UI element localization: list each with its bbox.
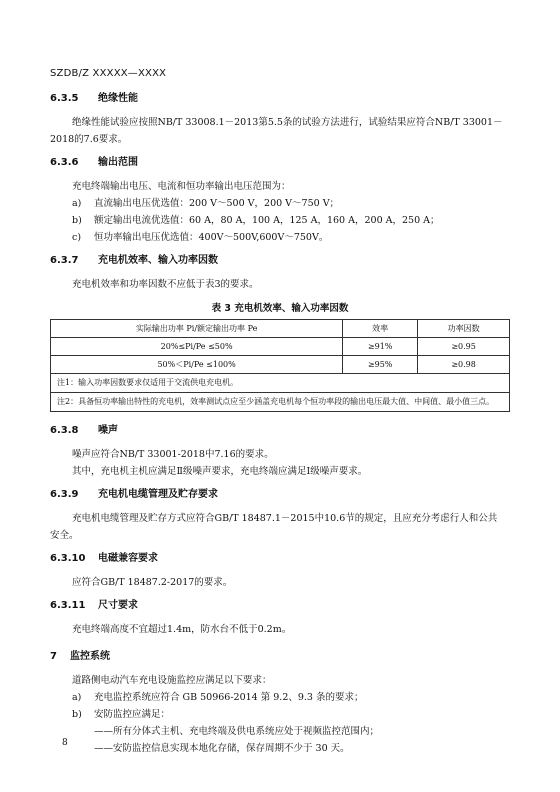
paragraph: 充电终端高度不宜超过1.4m，防水台不低于0.2m。 xyxy=(72,624,292,635)
section-number: 6.3.11 xyxy=(50,600,86,611)
efficiency-table xyxy=(50,319,510,412)
section-number: 6.3.10 xyxy=(50,553,86,564)
table-note: 注2： 具备恒功率输出特性的充电机，效率测试点应至少涵盖充电机每个恒功率段的输出电压最大值、中间值、最小值三点。 xyxy=(57,397,495,406)
section-title: 电磁兼容要求 xyxy=(98,553,158,564)
table-cell: 20%≤Pi/Pe ≤50% xyxy=(51,338,343,356)
dash-item: ——所有分体式主机、充电终端及供电系统应处于视频监控范围内； xyxy=(94,726,380,737)
section-number: 6.3.8 xyxy=(50,425,79,436)
paragraph: 应符合GB/T 18487.2-2017的要求。 xyxy=(72,577,233,588)
section-title: 绝缘性能 xyxy=(98,93,138,104)
column-header: 功率因数 xyxy=(418,320,510,338)
section-number: 6.3.5 xyxy=(50,93,79,104)
document-body xyxy=(50,90,510,757)
paragraph: 其中，充电机主机应满足Ⅱ级噪声要求，充电终端应满足Ⅰ级噪声要求。 xyxy=(72,466,368,477)
table-note-row xyxy=(51,374,510,393)
table-cell: 50%＜Pi/Pe ≤100% xyxy=(51,356,343,374)
section-number: 6.3.6 xyxy=(50,157,79,168)
table-note: 注1： 输入功率因数要求仅适用于交流供电充电机。 xyxy=(57,378,239,387)
section-title: 充电机效率、输入功率因数 xyxy=(98,255,218,266)
table-cell: ≥0.98 xyxy=(418,356,510,374)
paragraph: 安全。 xyxy=(50,530,79,541)
table-row xyxy=(51,356,510,374)
section-heading-6-3-11 xyxy=(50,597,510,615)
paragraph: 2018的7.6要求。 xyxy=(50,134,128,145)
dash-item: ——安防监控信息实现本地化存储，保存周期不少于 30 天。 xyxy=(94,743,350,754)
section-heading-6-3-9 xyxy=(50,486,510,504)
section-heading-6-3-7 xyxy=(50,252,510,270)
section-heading-6-3-10 xyxy=(50,550,510,568)
column-header: 效率 xyxy=(343,320,418,338)
list-item: b) 额定输出电流优选值：60 A，80 A，100 A，125 A，160 A，200 A，250 A； xyxy=(72,215,440,226)
section-title: 充电机电缆管理及贮存要求 xyxy=(98,489,218,500)
list-item: a) 直流输出电压优选值：200 V～500 V，200 V～750 V； xyxy=(72,198,340,209)
page-number: 8 xyxy=(62,738,68,748)
paragraph: 噪声应符合NB/T 33001-2018中7.16的要求。 xyxy=(72,449,274,460)
table-header-row xyxy=(51,320,510,338)
paragraph: 道路侧电动汽车充电设施监控应满足以下要求： xyxy=(72,675,272,686)
paragraph: 充电终端输出电压、电流和恒功率输出电压范围为： xyxy=(72,181,291,192)
table-row xyxy=(51,338,510,356)
table-title: 表 3 充电机效率、输入功率因数 xyxy=(211,303,349,314)
section-title: 噪声 xyxy=(98,425,118,436)
table-cell: ≥95% xyxy=(343,356,418,374)
list-item: a) 充电监控系统应符合 GB 50966-2014 第 9.2、9.3 条的要求； xyxy=(72,692,364,703)
table-cell: ≥0.95 xyxy=(418,338,510,356)
paragraph: 绝缘性能试验应按照NB/T 33008.1－2013第5.5条的试验方法进行，试验结果应符合NB/T 33001－ xyxy=(72,117,503,128)
paragraph: 充电机效率和功率因数不应低于表3的要求。 xyxy=(72,279,259,290)
section-title: 监控系统 xyxy=(70,651,110,662)
table-cell: ≥91% xyxy=(343,338,418,356)
table-note-row xyxy=(51,393,510,412)
section-heading-6-3-8 xyxy=(50,422,510,440)
section-heading-7 xyxy=(50,648,510,666)
section-title: 输出范围 xyxy=(98,157,138,168)
section-heading-6-3-5 xyxy=(50,90,510,108)
section-number: 6.3.9 xyxy=(50,489,79,500)
standard-code: SZDB/Z XXXXX—XXXX xyxy=(50,68,167,79)
paragraph: 充电机电缆管理及贮存方式应符合GB/T 18487.1－2015中10.6节的规定，且应充分考虑行人和公共 xyxy=(72,513,498,524)
list-item: b) 安防监控应满足： xyxy=(72,709,171,720)
section-number: 7 xyxy=(50,651,57,662)
column-header: 实际输出功率 Pi/额定输出功率 Pe xyxy=(51,320,343,338)
section-heading-6-3-6 xyxy=(50,154,510,172)
list-item: c) 恒功率输出电压优选值：400V～500V,600V～750V。 xyxy=(72,232,329,243)
section-number: 6.3.7 xyxy=(50,255,79,266)
section-title: 尺寸要求 xyxy=(98,600,138,611)
